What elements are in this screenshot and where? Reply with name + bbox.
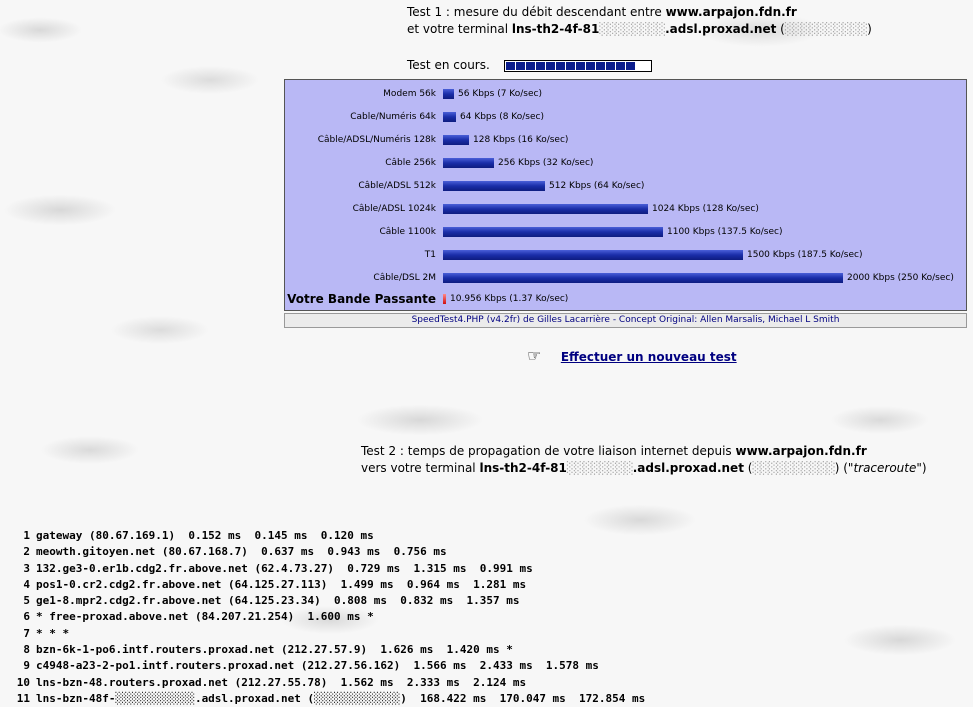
speed-bar xyxy=(443,273,843,283)
quote-close: ") xyxy=(916,461,927,475)
speed-row-label: Câble 1100k xyxy=(379,227,436,237)
hop-text: ge1-8.mpr2.cdg2.fr.above.net (64.125.23.34) 0.808 ms 0.832 ms 1.357 ms xyxy=(36,594,520,608)
traceroute-line xyxy=(6,544,645,560)
traceroute-line xyxy=(6,675,645,691)
hop-number: 4 xyxy=(23,577,30,591)
speed-row-value: 512 Kbps (64 Ko/sec) xyxy=(549,181,645,191)
speed-row xyxy=(285,271,966,285)
redacted-ip: ░░░░░░░░░░ xyxy=(784,22,868,36)
traceroute-line xyxy=(6,593,645,609)
speed-bar xyxy=(443,227,663,237)
test2-line1 xyxy=(361,443,927,460)
progress-bar xyxy=(504,60,652,72)
hop-text: c4948-a23-2-po1.intf.routers.proxad.net (212.27.56.162) 1.566 ms 2.433 ms 1.578 ms xyxy=(36,659,599,673)
test2-terminal-a: lns-th2-4f-81 xyxy=(479,461,567,475)
speed-row-value: 1100 Kbps (137.5 Ko/sec) xyxy=(667,227,783,237)
progress-segment xyxy=(626,62,635,70)
speed-bar xyxy=(443,204,648,214)
pointing-hand-icon: ☞ xyxy=(527,346,542,365)
hop-number: 7 xyxy=(23,626,30,640)
speed-comparison-panel xyxy=(284,79,967,311)
speed-row-value: 256 Kbps (32 Ko/sec) xyxy=(498,158,594,168)
speed-row-label: Cable/Numéris 64k xyxy=(350,112,436,122)
traceroute-line xyxy=(6,626,645,642)
progress-segment xyxy=(606,62,615,70)
traceroute-line xyxy=(6,577,645,593)
hop-text: * * * xyxy=(36,626,70,640)
progress-segment xyxy=(536,62,545,70)
speed-row xyxy=(285,202,966,216)
credits-bar: SpeedTest4.PHP (v4.2fr) de Gilles Lacarrière - Concept Original: Allen Marsalis, Michael L Smith xyxy=(284,313,967,328)
speed-row xyxy=(285,225,966,239)
test2-line1-text: Test 2 : temps de propagation de votre liaison internet depuis xyxy=(361,444,736,458)
speed-row-label: Câble/ADSL/Numéris 128k xyxy=(317,135,436,145)
traceroute-line xyxy=(6,658,645,674)
speed-row xyxy=(285,87,966,101)
hop-text: bzn-6k-1-po6.intf.routers.proxad.net (212.27.57.9) 1.626 ms 1.420 ms * xyxy=(36,643,513,657)
test1-line2 xyxy=(407,21,872,38)
speed-bar xyxy=(443,135,469,145)
hop-number: 9 xyxy=(23,659,30,673)
your-bandwidth-row xyxy=(285,292,966,306)
hop-text: gateway (80.67.169.1) 0.152 ms 0.145 ms 0.120 ms xyxy=(36,529,374,542)
speed-row xyxy=(285,110,966,124)
traceroute-line xyxy=(6,561,645,577)
progress-segment xyxy=(546,62,555,70)
paren-close: ) xyxy=(867,22,872,36)
traceroute-line xyxy=(6,609,645,625)
redacted-host: ░░░░░░░░ xyxy=(599,22,666,36)
hop-text: * free-proxad.above.net (84.207.21.254) 1.600 ms * xyxy=(36,610,374,624)
your-bandwidth-bar xyxy=(443,294,446,304)
speed-row-value: 1500 Kbps (187.5 Ko/sec) xyxy=(747,250,863,260)
progress-label: Test en cours. xyxy=(407,58,490,72)
test1-terminal-a: lns-th2-4f-81 xyxy=(511,22,600,36)
hop-number: 11 xyxy=(16,691,30,705)
speed-row xyxy=(285,248,966,262)
test2-header xyxy=(361,443,927,477)
hop-text: lns-bzn-48.routers.proxad.net (212.27.55.78) 1.562 ms 2.333 ms 2.124 ms xyxy=(36,675,527,689)
test1-host: www.arpajon.fdn.fr xyxy=(665,5,797,19)
progress-segment xyxy=(556,62,565,70)
progress-segment xyxy=(586,62,595,70)
hop-number: 2 xyxy=(23,545,30,559)
traceroute-line xyxy=(6,691,645,707)
speed-row-value: 64 Kbps (8 Ko/sec) xyxy=(460,112,544,122)
your-bandwidth-label: Votre Bande Passante xyxy=(287,292,436,306)
progress-segment xyxy=(566,62,575,70)
progress-row xyxy=(407,58,652,72)
speed-row xyxy=(285,179,966,193)
speed-bar xyxy=(443,89,454,99)
new-test-row xyxy=(527,346,737,365)
test2-host: www.arpajon.fdn.fr xyxy=(735,444,867,458)
test2-line2 xyxy=(361,460,927,477)
hop-number: 8 xyxy=(23,643,30,657)
test1-terminal-b: .adsl.proxad.net xyxy=(665,22,777,36)
speed-row-value: 56 Kbps (7 Ko/sec) xyxy=(458,89,542,99)
speed-row-label: Câble/ADSL 1024k xyxy=(352,204,436,214)
progress-segment xyxy=(516,62,525,70)
paren-open: ( xyxy=(776,22,785,36)
paren-close-quote: ) (" xyxy=(834,461,854,475)
speed-row xyxy=(285,156,966,170)
speed-bar xyxy=(443,250,743,260)
traceroute-output xyxy=(6,528,645,707)
speed-row-label: Câble/DSL 2M xyxy=(373,273,436,283)
new-test-link[interactable]: Effectuer un nouveau test xyxy=(560,350,737,364)
hop-number: 5 xyxy=(23,594,30,608)
speed-row-value: 1024 Kbps (128 Ko/sec) xyxy=(652,204,759,214)
your-bandwidth-value: 10.956 Kbps (1.37 Ko/sec) xyxy=(450,294,569,304)
paren-open: ( xyxy=(743,461,753,475)
progress-segment xyxy=(576,62,585,70)
progress-segment xyxy=(526,62,535,70)
test2-terminal-b: .adsl.proxad.net xyxy=(632,461,744,475)
progress-segment xyxy=(596,62,605,70)
hop-text: meowth.gitoyen.net (80.67.168.7) 0.637 ms 0.943 ms 0.756 ms xyxy=(36,545,447,559)
traceroute-line xyxy=(6,528,645,544)
test1-line1 xyxy=(407,4,872,21)
speed-row-value: 2000 Kbps (250 Ko/sec) xyxy=(847,273,954,283)
traceroute-line xyxy=(6,642,645,658)
hop-number: 10 xyxy=(16,675,30,689)
hop-number: 6 xyxy=(23,610,30,624)
speed-row-label: T1 xyxy=(424,250,436,260)
hop-number: 1 xyxy=(23,529,30,542)
hop-text: lns-bzn-48f-░░░░░░░░░░░░.adsl.proxad.net (░░░░░░░░░░░░░) 168.422 ms 170.047 ms 172.854 ms xyxy=(36,691,646,705)
speed-row-label: Câble/ADSL 512k xyxy=(358,181,436,191)
hop-number: 3 xyxy=(23,561,30,575)
progress-segment xyxy=(506,62,515,70)
hop-text: pos1-0.cr2.cdg2.fr.above.net (64.125.27.113) 1.499 ms 0.964 ms 1.281 ms xyxy=(36,577,527,591)
speed-bar xyxy=(443,158,494,168)
redacted-host: ░░░░░░░░ xyxy=(566,461,633,475)
test1-line1-text: Test 1 : mesure du débit descendant entre xyxy=(407,5,666,19)
test1-header xyxy=(407,4,872,38)
traceroute-word: traceroute xyxy=(853,461,917,475)
speed-row-label: Câble 256k xyxy=(385,158,436,168)
redacted-ip: ░░░░░░░░░░ xyxy=(752,461,835,475)
hop-text: 132.ge3-0.er1b.cdg2.fr.above.net (62.4.73.27) 0.729 ms 1.315 ms 0.991 ms xyxy=(36,561,533,575)
speed-row xyxy=(285,133,966,147)
test2-line2-text: vers votre terminal xyxy=(361,461,480,475)
speed-bar xyxy=(443,112,456,122)
progress-segment xyxy=(616,62,625,70)
speed-bar xyxy=(443,181,545,191)
speed-row-value: 128 Kbps (16 Ko/sec) xyxy=(473,135,569,145)
speed-row-label: Modem 56k xyxy=(383,89,436,99)
test1-line2-text: et votre terminal xyxy=(407,22,512,36)
